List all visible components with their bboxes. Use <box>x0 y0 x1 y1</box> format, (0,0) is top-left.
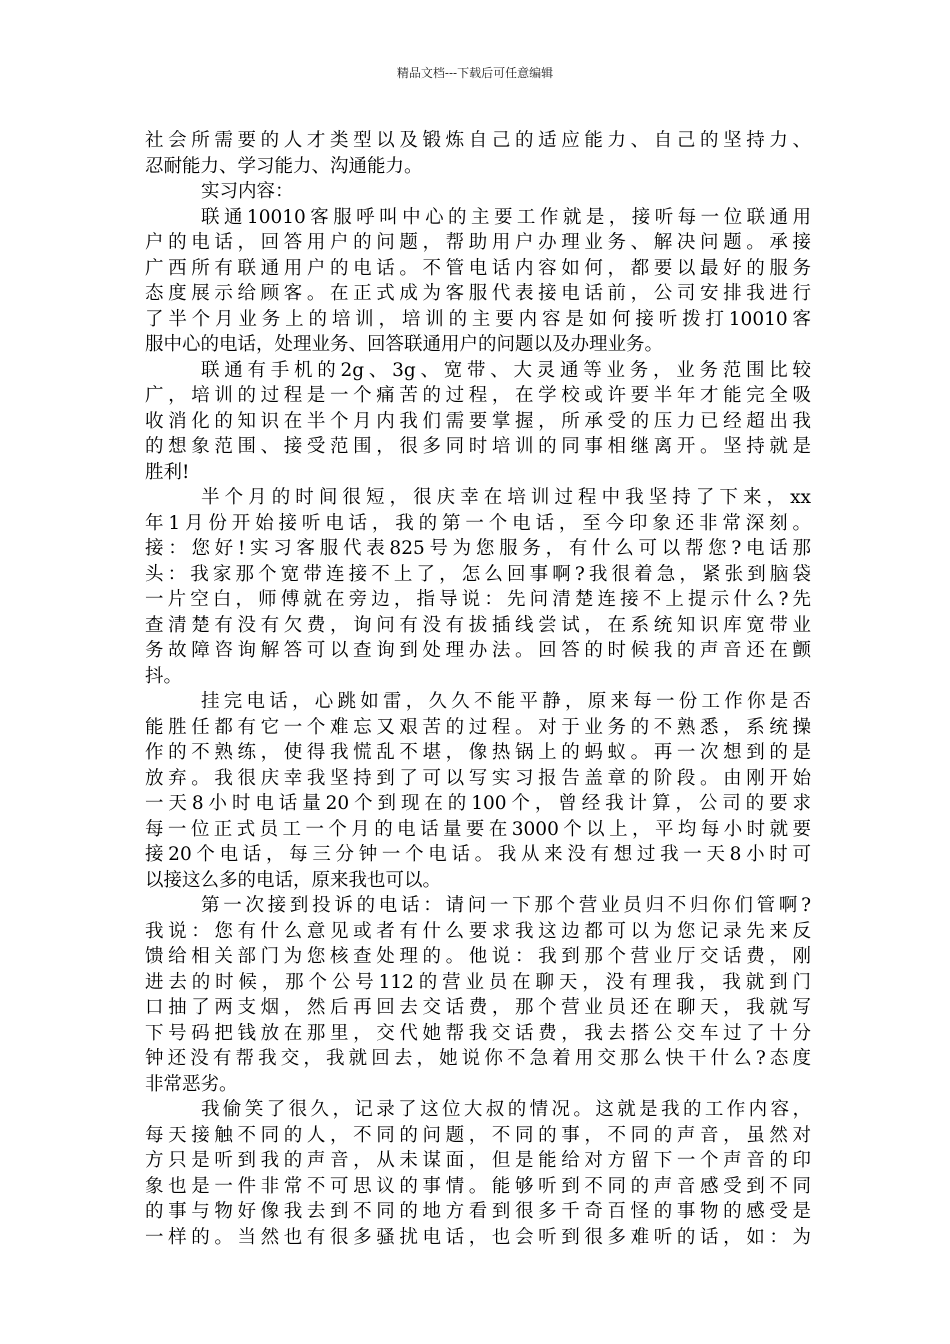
text-line: 服中心的电话，处理业务、回答联通用户的问题以及办理业务。 <box>145 334 664 355</box>
text-line: 社会所需要的人才类型以及锻炼自己的适应能力、自己的坚持力、 <box>145 130 811 151</box>
text-line: 口抽了两支烟，然后再回去交话费，那个营业员还在聊天，我就写 <box>145 997 811 1018</box>
text-line: 广西所有联通用户的电话。不管电话内容如何，都要以最好的服务 <box>145 257 811 279</box>
text-line: 每天接触不同的人，不同的问题，不同的事，不同的声音，虽然对 <box>145 1124 811 1146</box>
text-line: 第一次接到投诉的电话：请问一下那个营业员归不归你们管啊? <box>201 895 811 916</box>
text-line: 联通10010客服呼叫中心的主要工作就是，接听每一位联通用 <box>201 206 811 228</box>
text-line: 胜利! <box>145 461 190 483</box>
text-line: 方只是听到我的声音，从未谋面，但是能给对方留下一个声音的印 <box>145 1150 811 1171</box>
text-line: 了半个月业务上的培训，培训的主要内容是如何接听拨打10010客 <box>145 308 811 330</box>
text-line: 实习内容： <box>201 181 294 202</box>
text-line: 挂完电话，心跳如雷，久久不能平静，原来每一份工作你是否 <box>201 691 811 712</box>
text-line: 的想象范围、接受范围，很多同时培训的同事相继离开。坚持就是 <box>145 436 811 457</box>
text-line: 象也是一件非常不可思议的事情。能够听到不同的声音感受到不同 <box>145 1175 811 1197</box>
text-line: 收消化的知识在半个月内我们需要掌握，所承受的压力已经超出我 <box>145 410 811 432</box>
text-line: 半个月的时间很短，很庆幸在培训过程中我坚持了下来，xx <box>201 487 811 508</box>
text-line: 一样的。当然也有很多骚扰电话，也会听到很多难听的话，如：为 <box>145 1226 811 1248</box>
text-line: 下号码把钱放在那里，交代她帮我交话费，我去搭公交车过了十分 <box>145 1022 811 1044</box>
text-line: 接：您好!实习客服代表825号为您服务，有什么可以帮您?电话那 <box>145 538 811 559</box>
text-line: 放弃。我很庆幸我坚持到了可以写实习报告盖章的阶段。由刚开始 <box>145 767 811 789</box>
text-line: 我偷笑了很久，记录了这位大叔的情况。这就是我的工作内容， <box>201 1099 811 1120</box>
text-line: 钟还没有帮我交，我就回去，她说你不急着用交那么快干什么?态度 <box>145 1048 811 1069</box>
text-line: 头：我家那个宽带连接不上了，怎么回事啊?我很着急，紧张到脑袋 <box>145 563 811 585</box>
text-line: 非常恶劣。 <box>145 1073 238 1095</box>
text-line: 能胜任都有它一个难忘又艰苦的过程。对于业务的不熟悉，系统操 <box>145 716 811 738</box>
text-line: 一片空白，师傅就在旁边，指导说：先问清楚连接不上提示什么?先 <box>145 589 811 610</box>
text-line: 忍耐能力、学习能力、沟通能力。 <box>145 155 423 177</box>
text-line: 的事与物好像我去到不同的地方看到很多千奇百怪的事物的感受是 <box>145 1201 811 1222</box>
text-line: 馈给相关部门为您核查处理的。他说：我到那个营业厅交话费，刚 <box>145 946 811 967</box>
text-line: 每一位正式员工一个月的电话量要在3000个以上，平均每小时就要 <box>145 818 811 840</box>
text-line: 年1月份开始接听电话，我的第一个电话，至今印象还非常深刻。 <box>145 512 811 534</box>
text-line: 联通有手机的2g、3g、宽带、大灵通等业务，业务范围比较 <box>201 359 811 381</box>
text-line: 查清楚有没有欠费，询问有没有拔插线尝试，在系统知识库宽带业 <box>145 614 811 636</box>
text-line: 以接这么多的电话，原来我也可以。 <box>145 869 442 891</box>
text-line: 我说：您有什么意见或者有什么要求我这边都可以为您记录先来反 <box>145 920 811 942</box>
text-line: 接20个电话，每三分钟一个电话。我从来没有想过我一天8小时可 <box>145 844 811 865</box>
text-line: 务故障咨询解答可以查询到处理办法。回答的时候我的声音还在颤 <box>145 640 811 661</box>
document-body <box>145 128 811 1250</box>
page-header: 精品文档---下载后可任意编辑 <box>396 66 554 80</box>
text-line: 广，培训的过程是一个痛苦的过程，在学校或许要半年才能完全吸 <box>145 385 811 406</box>
text-line: 进去的时候，那个公号112的营业员在聊天，没有理我，我就到门 <box>145 971 811 993</box>
text-line: 态度展示给顾客。在正式成为客服代表接电话前，公司安排我进行 <box>145 283 811 304</box>
text-line: 作的不熟练，使得我慌乱不堪，像热锅上的蚂蚁。再一次想到的是 <box>145 742 811 763</box>
text-line: 户的电话，回答用户的问题，帮助用户办理业务、解决问题。承接 <box>145 232 811 253</box>
text-line: 一天8小时电话量20个到现在的100个，曾经我计算，公司的要求 <box>145 793 811 814</box>
text-line: 抖。 <box>145 665 183 687</box>
